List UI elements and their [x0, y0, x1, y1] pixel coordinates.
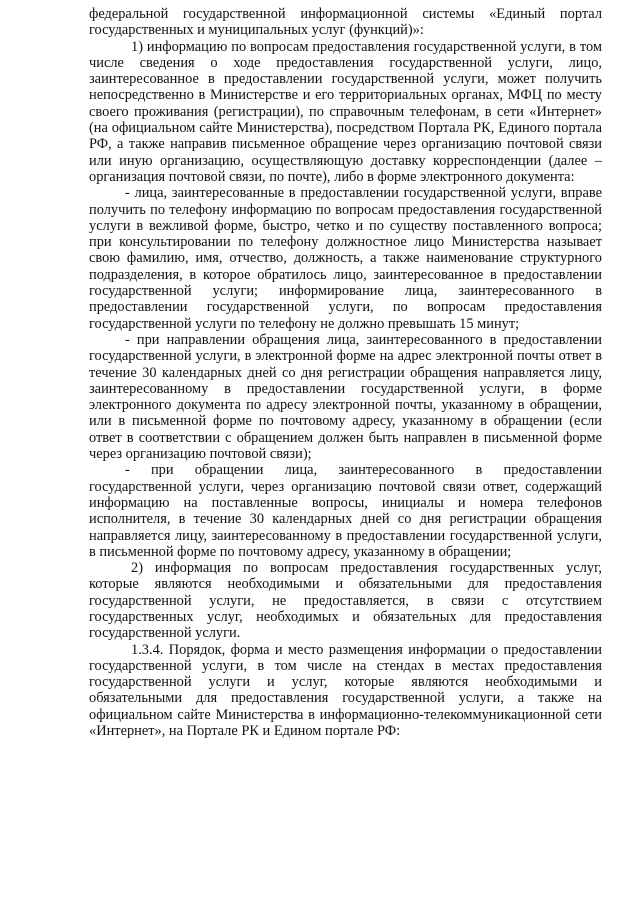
paragraph-phone-consultation: - лица, заинтересованные в предоставлении государственной услуги, вправе получить по телефону информацию по вопросам предоставления государственной услуги в вежливой форме, быстро, четко и по существу поставленного вопроса; при консультировании по телефону должностное лицо Министерства называет свою фамилию, имя, отчество, должность, а также наименование структурного подразделения, в которое обратилось лицо, заинтересованное в предоставлении государственной услуги; информирование лица, заинтересованного в предоставлении государственной услуги, по вопросам предоставления государственной услуги по телефону не должно превышать 15 минут;: [89, 185, 602, 332]
document-page: [89, 6, 602, 739]
paragraph-section-1-3-4: 1.3.4. Порядок, форма и место размещения информации о предоставлении государственной услуги, в том числе на стендах в местах предоставления государственной услуги и услуг, которые являются необходимыми и обязательными для предоставления государственной услуги, а также на официальном сайте Министерства в информационно-телекоммуникационной сети «Интернет», на Портале РК и Едином портале РФ:: [89, 641, 602, 740]
paragraph-portal-continuation: федеральной государственной информационной системы «Единый портал государственных и муниципальных услуг (функций)»:: [89, 6, 602, 39]
paragraph-postal-request: - при обращении лица, заинтересованного в предоставлении государственной услуги, через организацию почтовой связи ответ, содержащий информацию на поставленные вопросы, инициалы и номера телефонов исполнителя, в течение 30 календарных дней со дня регистрации обращения направляется лицу, заинтересованному в предоставлении государственной услуги, в письменной форме по почтовому адресу, указанному в обращении;: [89, 462, 602, 560]
paragraph-item-1: 1) информацию по вопросам предоставления государственной услуги, в том числе сведения о ходе предоставления государственной услуги, лицо, заинтересованное в предоставлении государственной услуги, может получить непосредственно в Министерстве и его территориальных органах, МФЦ по месту своего проживания (регистрации), по справочным телефонам, в сети «Интернет» (на официальном сайте Министерства), посредством Портала РК, Единого портала РФ, а также направив письменное обращение через организацию почтовой связи или иную организацию, осуществляющую доставку корреспонденции (далее – организация почтовой связи, по почте), либо в форме электронного документа:: [89, 38, 602, 185]
paragraph-electronic-request: - при направлении обращения лица, заинтересованного в предоставлении государственной услуги, в электронной форме на адрес электронной почты ответ в течение 30 календарных дней со дня регистрации обращения направляется лицу, заинтересованному в предоставлении государственной услуги, в форме электронного документа по адресу электронной почты, указанному в обращении, или в письменной форме по почтовому адресу, указанному в обращении (если ответ в соответствии с обращением должен быть направлен в письменной форме через организацию почтовой связи);: [89, 331, 602, 463]
paragraph-item-2: 2) информация по вопросам предоставления государственных услуг, которые являются необходимыми и обязательными для предоставления государственной услуги, не предоставляется, в связи с отсутствием государственных услуг, необходимых и обязательных для предоставления государственной услуги.: [89, 560, 602, 642]
